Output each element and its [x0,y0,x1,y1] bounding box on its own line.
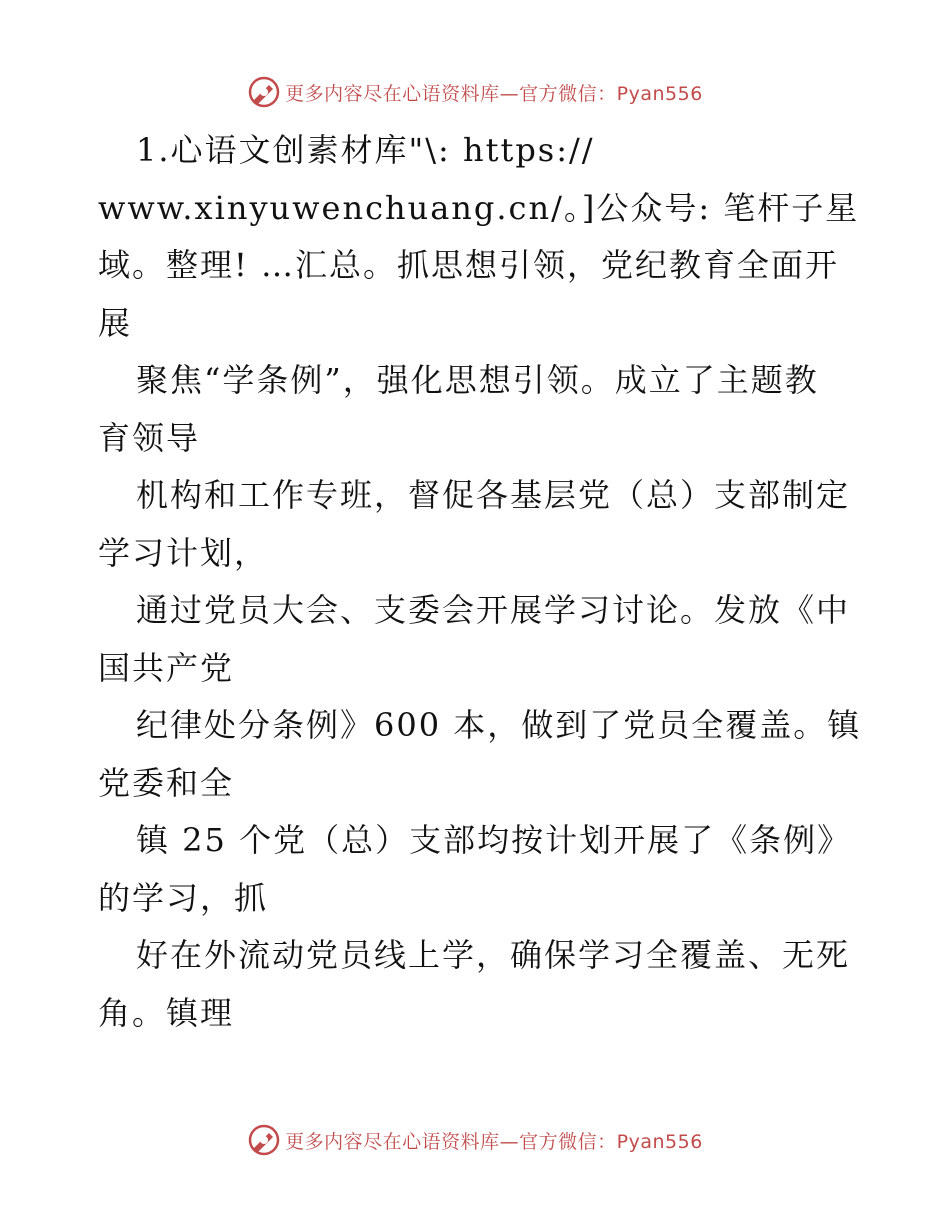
text-line-12: 党委和全 [98,763,235,802]
text-line-10: 国共产党 [98,648,235,687]
footer-banner-text: 更多内容尽在心语资料库—官方微信：Pyan556 [285,1130,703,1153]
text-line-3: 域。整理! …汇总。抓思想引领，党纪教育全面开 [98,246,840,284]
text-line-14: 的学习，抓 [98,878,269,917]
text-line-5: 聚焦“学条例”，强化思想引领。成立了主题教 [136,361,819,399]
text-line-15: 好在外流动党员线上学，确保学习全覆盖、无死 [136,936,851,974]
text-line-11: 纪律处分条例》600 本，做到了党员全覆盖。镇 [136,706,862,744]
text-line-7: 机构和工作专班，督促各基层党（总）支部制定 [136,476,851,514]
document-body [98,122,862,1042]
wechat-id: Pyan556 [616,82,703,105]
footer-watermark-banner [0,1120,950,1160]
text-line-4: 展 [98,303,133,342]
text-line-2: www.xinyuwenchuang.cn/。]公众号: 笔杆子星 [98,188,860,227]
header-banner-text: 更多内容尽在心语资料库—官方微信：Pyan556 [285,82,703,105]
text-line-6: 育领导 [98,418,201,457]
header-watermark-banner [0,72,950,112]
text-line-13: 镇 25 个党（总）支部均按计划开展了《条例》 [136,821,852,859]
text-line-16: 角。镇理 [98,993,235,1032]
wechat-id: Pyan556 [616,1130,703,1153]
text-line-8: 学习计划， [98,533,269,572]
text-line-9: 通过党员大会、支委会开展学习讨论。发放《中 [136,591,851,629]
pen-logo-icon [247,75,281,109]
pen-logo-icon [247,1123,281,1157]
text-line-1: 1.心语文创素材库"\: https:// [136,131,595,169]
